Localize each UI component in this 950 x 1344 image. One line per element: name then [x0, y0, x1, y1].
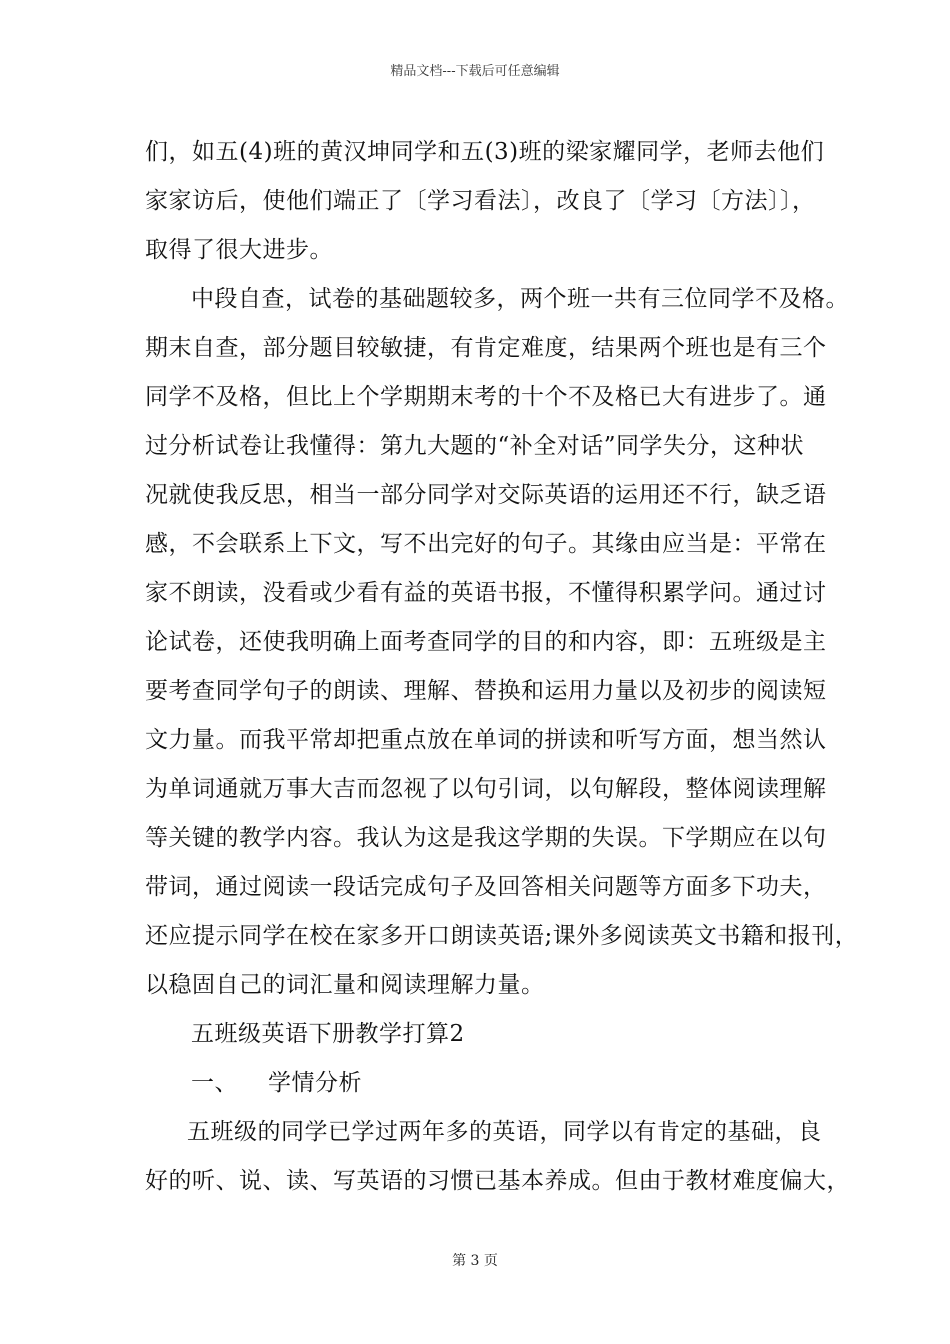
- text-line: 况就使我反思，相当一部分同学对交际英语的运用还不行，缺乏语: [145, 482, 827, 508]
- text-line: 中段自查，试卷的基础题较多，两个班一共有三位同学不及格。: [191, 286, 849, 312]
- text-line: 要考查同学句子的朗读、理解、替换和运用力量以及初步的阅读短: [145, 678, 827, 704]
- subsection-title: 学情分析: [268, 1070, 362, 1096]
- text-line: 取得了很大进步。: [145, 237, 333, 263]
- text-line: 等关键的教学内容。我认为这是我这学期的失误。下学期应在以句: [145, 825, 827, 851]
- document-body: [145, 128, 859, 1206]
- text-line: 为单词通就万事大吉而忽视了以句引词，以句解段，整体阅读理解: [145, 776, 827, 802]
- text-line: 家不朗读，没看或少看有益的英语书报，不懂得积累学问。通过讨: [145, 580, 827, 606]
- text-line: 带词，通过阅读一段话完成句子及回答相关问题等方面多下功夫，: [145, 874, 827, 900]
- text-line: 过分析试卷让我懂得：第九大题的“补全对话”同学失分，这种状: [145, 433, 805, 459]
- text-line: 文力量。而我平常却把重点放在单词的拼读和听写方面，想当然认: [145, 727, 827, 753]
- text-line: 好的听、说、读、写英语的习惯已基本养成。但由于教材难度偏大，: [145, 1168, 850, 1194]
- text-line: 们，如五(4)班的黄汉坤同学和五(3)班的梁家耀同学，老师去他们: [145, 139, 825, 165]
- text-line: 同学不及格，但比上个学期期末考的十个不及格已大有进步了。通: [145, 384, 827, 410]
- paragraph-2: [145, 275, 859, 1010]
- subsection-heading: [145, 1059, 845, 1108]
- text-line: 以稳固自己的词汇量和阅读理解力量。: [145, 972, 545, 998]
- subsection-number: 一、: [191, 1070, 238, 1096]
- text-line: 五班级的同学已学过两年多的英语，同学以有肯定的基础，良: [187, 1119, 822, 1145]
- page-number: 第 3 页: [452, 1253, 498, 1269]
- text-line: 期末自查，部分题目较敏捷，有肯定难度，结果两个班也是有三个: [145, 335, 827, 361]
- section-title: 五班级英语下册教学打算2: [191, 1021, 465, 1047]
- paragraph-3: [145, 1108, 850, 1206]
- text-line: 还应提示同学在校在家多开口朗读英语;课外多阅读英文书籍和报刊，: [145, 923, 859, 949]
- text-line: 感，不会联系上下文，写不出完好的句子。其缘由应当是：平常在: [145, 531, 827, 557]
- page-header: 精品文档---下载后可任意编辑: [390, 64, 560, 79]
- text-line: 家家访后，使他们端正了〔学习看法〕，改良了〔学习〔方法〕〕，: [145, 188, 816, 214]
- paragraph-1: [145, 128, 845, 275]
- text-line: 论试卷，还使我明确上面考查同学的目的和内容，即：五班级是主: [145, 629, 827, 655]
